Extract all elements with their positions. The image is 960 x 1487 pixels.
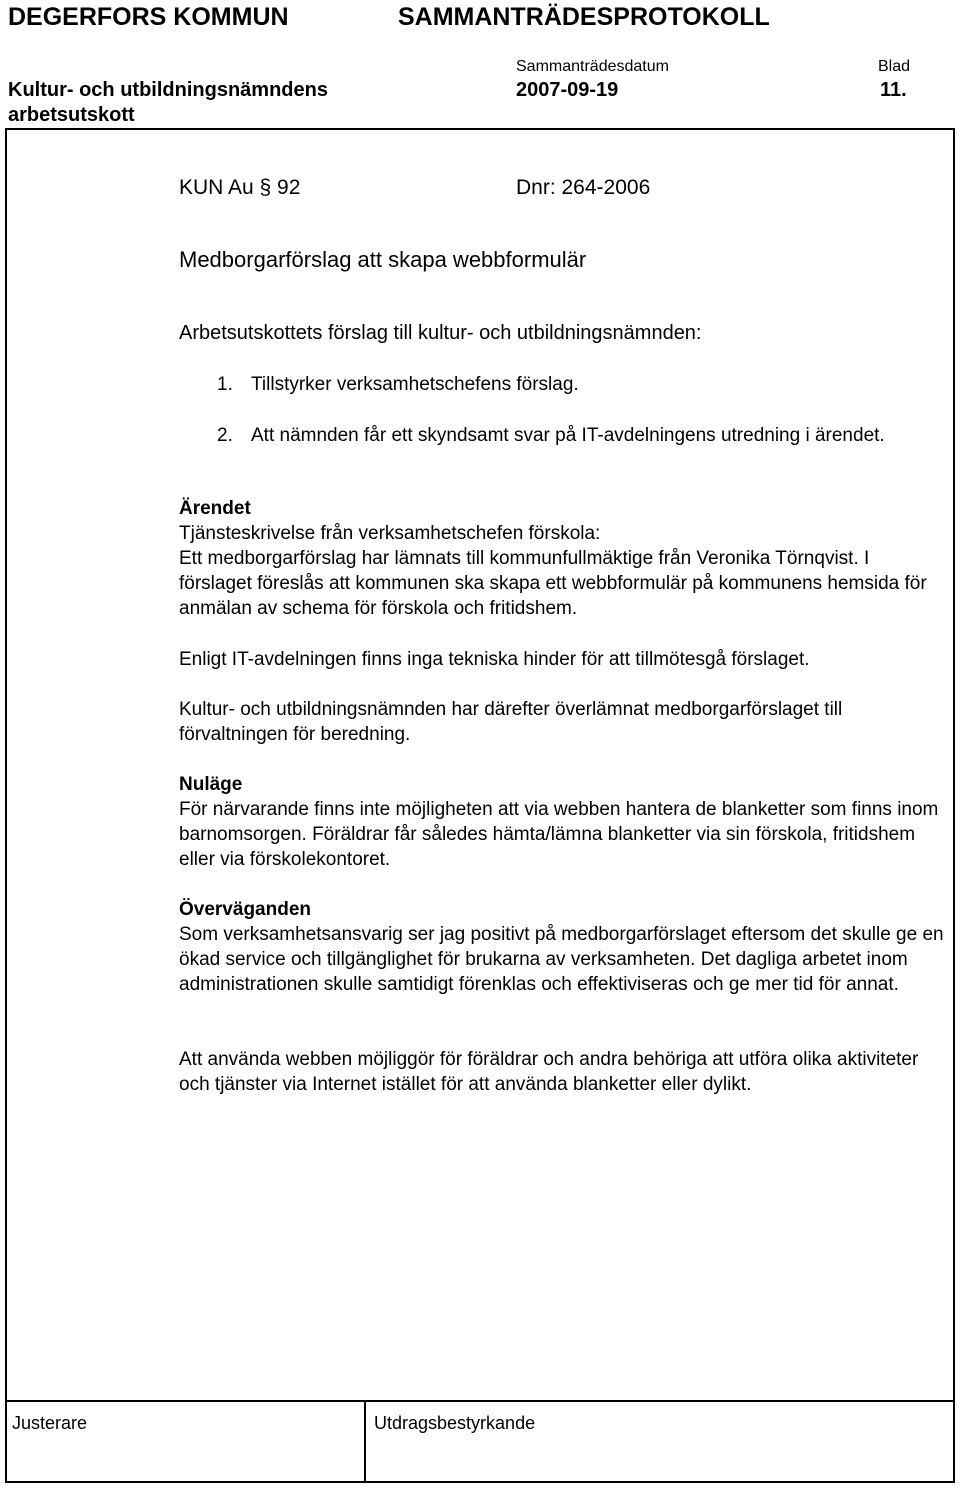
arendet-paragraph-2: Enligt IT-avdelningen finns inga tekniska hinder för att tillmötesgå förslaget.: [179, 649, 810, 670]
arendet-paragraph-1: Ett medborgarförslag har lämnats till kommunfullmäktige från Veronika Törnqvist. I förslaget föreslås att kommunen ska skapa ett webbformulär på kommunens hemsida för anmälan av schema för förskola och fritidshem.: [179, 548, 927, 619]
case-dnr: Dnr: 264-2006: [516, 176, 651, 199]
footer-divider-line: [5, 1400, 955, 1402]
overvaganden-paragraph-1: Som verksamhetsansvarig ser jag positivt på medborgarförslaget eftersom det skulle ge en ökad service och tillgänglighet för brukarna av verksamheten. Det dagliga arbetet inom administrationen skulle samtidigt förenklas och effektiviseras och ge mer tid för annat.: [179, 924, 944, 995]
overvaganden-section: [179, 897, 944, 997]
list-item-text: Att nämnden får ett skyndsamt svar på IT-avdelningens utredning i ärendet.: [251, 425, 885, 446]
case-id: KUN Au § 92: [179, 176, 301, 199]
date-label: Sammanträdesdatum: [516, 58, 669, 75]
arendet-heading: Ärendet: [179, 498, 251, 519]
footer-column-divider: [364, 1400, 366, 1483]
overvaganden-paragraph-2: Att använda webben möjliggör för föräldrar och andra behöriga att utföra olika aktiviteter och tjänster via Internet istället för att använda blanketter eller dylikt.: [179, 1049, 919, 1095]
nulage-paragraph: För närvarande finns inte möjligheten att via webben hantera de blanketter som finns inom barnomsorgen. Föräldrar får således hämta/lämna blanketter via sin förskola, fritidshem eller via förskolekontoret.: [179, 799, 939, 870]
list-item-number: 2.: [217, 425, 233, 446]
list-item-number: 1.: [217, 374, 233, 395]
arendet-paragraph-3: Kultur- och utbildningsnämnden har därefter överlämnat medborgarförslaget till förvaltningen för beredning.: [179, 699, 843, 745]
list-item-text: Tillstyrker verksamhetschefens förslag.: [251, 374, 579, 395]
utdragsbestyrkande-label: Utdragsbestyrkande: [374, 1413, 536, 1433]
meeting-date: 2007-09-19: [516, 79, 619, 101]
overvaganden-heading: Överväganden: [179, 899, 311, 920]
justerare-label: Justerare: [12, 1413, 88, 1433]
case-title: Medborgarförslag att skapa webbformulär: [179, 247, 587, 272]
document-type: SAMMANTRÄDESPROTOKOLL: [398, 3, 770, 31]
page-number: 11.: [880, 79, 907, 101]
arendet-subheading: Tjänsteskrivelse från verksamhetschefen förskola:: [179, 523, 601, 544]
board-subname: arbetsutskott: [8, 104, 135, 126]
org-name: DEGERFORS KOMMUN: [8, 3, 289, 31]
nulage-heading: Nuläge: [179, 774, 243, 795]
nulage-section: [179, 772, 944, 872]
board-name: Kultur- och utbildningsnämndens: [8, 79, 328, 101]
arendet-section: [179, 496, 944, 621]
proposal-heading: Arbetsutskottets förslag till kultur- och utbildningsnämnden:: [179, 322, 702, 344]
page-label: Blad: [878, 58, 911, 75]
